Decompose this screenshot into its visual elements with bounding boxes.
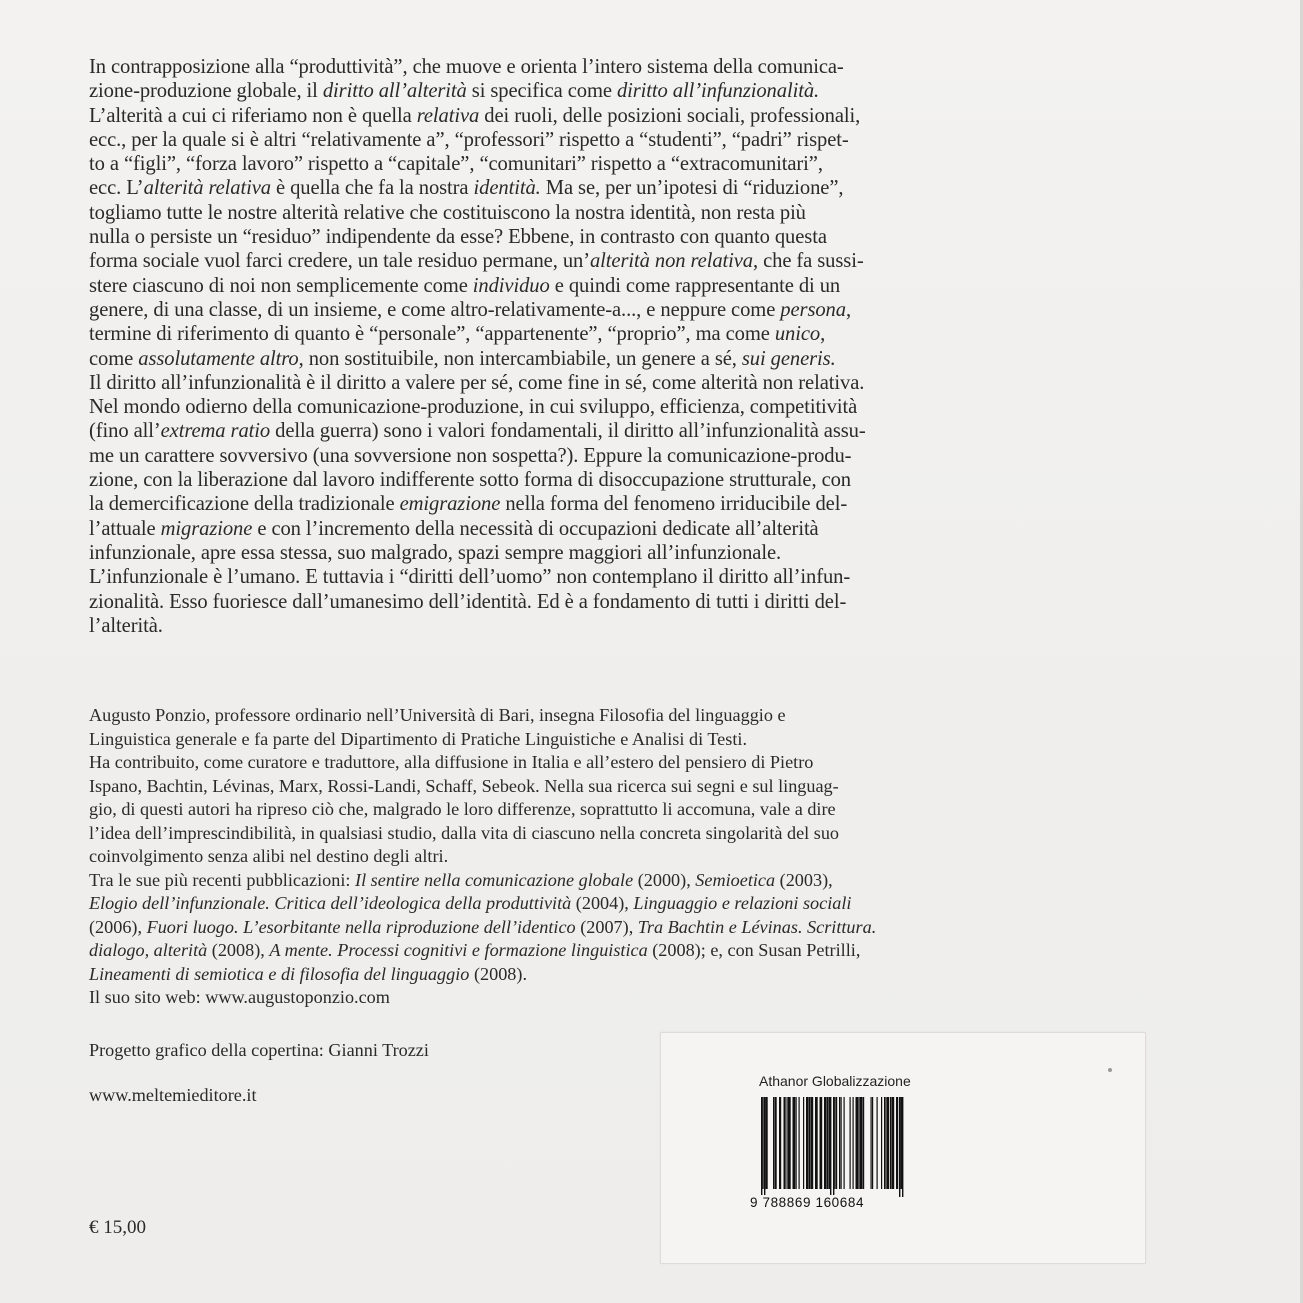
main_text-line: la demercificazione della tradizionale emigrazione nella forma del fenomeno irriducibile del- bbox=[89, 493, 848, 516]
cover-design-credit: Progetto grafico della copertina: Gianni Trozzi bbox=[89, 1040, 429, 1060]
publisher-website: www.meltemieditore.it bbox=[89, 1085, 257, 1105]
barcode-bar bbox=[826, 1097, 827, 1189]
barcode-bar bbox=[862, 1097, 863, 1189]
italic-text: emigrazione bbox=[399, 493, 501, 516]
barcode-bar bbox=[796, 1097, 797, 1189]
series-label: Athanor Globalizzazione bbox=[759, 1073, 911, 1089]
barcode-bar bbox=[833, 1097, 834, 1197]
barcode-bar bbox=[779, 1097, 781, 1189]
barcode-bar bbox=[853, 1097, 854, 1189]
barcode-bar bbox=[803, 1097, 804, 1189]
italic-text: identità. bbox=[473, 177, 541, 200]
bio_text-line: l’idea dell’imprescindibilità, in qualsiasi studio, dalla vita di ciascuno nella concreta singolarità del suo bbox=[89, 822, 840, 843]
italic-text: migrazione bbox=[160, 517, 253, 540]
barcode-bar bbox=[809, 1097, 810, 1189]
barcode-bar bbox=[812, 1097, 813, 1189]
barcode-bar bbox=[775, 1097, 777, 1189]
italic-text: Tra Bachtin e Lévinas. Scrittura. bbox=[637, 916, 877, 937]
main_text-line: l’alterità. bbox=[89, 614, 163, 637]
italic-text: Lineamenti di semiotica e di filosofia del linguaggio bbox=[89, 963, 470, 984]
author-bio-block bbox=[89, 704, 1219, 1010]
isbn-number: 9 788869 160684 bbox=[750, 1195, 865, 1210]
main_text-line: forma sociale vuol farci credere, un tale residuo permane, un’alterità non relativa, che fa sussi- bbox=[89, 250, 864, 273]
italic-text: unico bbox=[774, 323, 821, 346]
barcode-bar bbox=[886, 1097, 887, 1189]
italic-text: A mente. Processi cognitivi e formazione linguistica bbox=[269, 940, 648, 960]
main_text-line: (fino all’extrema ratio della guerra) sono i valori fondamentali, il diritto all’infunzionalità assu- bbox=[89, 420, 866, 443]
italic-text: assolutamente altro bbox=[138, 347, 299, 370]
barcode-bar bbox=[790, 1097, 791, 1189]
main_text-line: l’attuale migrazione e con l’incremento della necessità di occupazioni dedicate all’alterità bbox=[89, 517, 819, 540]
main_text-line: zione-produzione globale, il diritto all’alterità si specifica come diritto all’infunzionalità. bbox=[89, 80, 820, 103]
barcode-bar bbox=[850, 1097, 851, 1189]
barcode-bar bbox=[899, 1097, 900, 1197]
italic-text: Il sentire nella comunicazione globale bbox=[355, 869, 634, 890]
italic-text: diritto all’infunzionalità. bbox=[616, 80, 820, 103]
barcode-bar bbox=[890, 1097, 891, 1189]
barcode-bar bbox=[839, 1097, 840, 1189]
barcode-bar bbox=[827, 1097, 828, 1189]
bio_text-line: Ha contribuito, come curatore e traduttore, alla diffusione in Italia e all’estero del pensiero di Pietro bbox=[89, 752, 814, 772]
main_text-line: termine di riferimento di quanto è “personale”, “appartenente”, “proprio”, ma come unico, bbox=[89, 323, 826, 346]
barcode-bar bbox=[887, 1097, 889, 1189]
bio_text-line: Lineamenti di semiotica e di filosofia del linguaggio (2008). bbox=[89, 963, 527, 984]
bio_text-line: Elogio dell’infunzionale. Critica dell’ideologica della produttività (2004), Linguaggio e relazioni sociali bbox=[89, 893, 852, 913]
barcode-sticker bbox=[660, 1032, 1146, 1264]
barcode-bar bbox=[794, 1097, 795, 1189]
main_text-line: In contrapposizione alla “produttività”, che muove e orienta l’intero sistema della comunica- bbox=[89, 56, 844, 78]
sticker-dot bbox=[1108, 1068, 1112, 1072]
main_text-line: to a “figli”, “forza lavoro” rispetto a “capitale”, “comunitari” rispetto a “extracomunitari”, bbox=[89, 153, 823, 176]
barcode-bar bbox=[844, 1097, 845, 1189]
barcode-bar bbox=[773, 1097, 774, 1189]
italic-text: persona bbox=[780, 298, 846, 321]
barcode-bar bbox=[787, 1097, 788, 1189]
main_text-line: zionalità. Esso fuoriesce dall’umanesimo dell’identità. Ed è a fondamento di tutti i diritti del- bbox=[89, 590, 847, 613]
italic-text: alterità relativa bbox=[143, 177, 271, 200]
bio_text-line: Ispano, Bachtin, Lévinas, Marx, Rossi-Landi, Schaff, Sebeok. Nella sua ricerca sui segni e sul linguag- bbox=[89, 775, 839, 796]
main_text-line: L’alterità a cui ci riferiamo non è quella relativa dei ruoli, delle posizioni sociali, professionali, bbox=[89, 104, 861, 127]
barcode-bar bbox=[784, 1097, 786, 1189]
main_text-line: genere, di una classe, di un insieme, e come altro-relativamente-a..., e neppure come persona, bbox=[89, 298, 852, 321]
barcode-bar bbox=[872, 1097, 873, 1189]
bio_text-line: Linguistica generale e fa parte del Dipartimento di Pratiche Linguistiche e Analisi di Testi. bbox=[89, 728, 747, 749]
main_text-line: infunzionale, apre essa stessa, suo malgrado, spazi sempre maggiori all’infunzionale. bbox=[89, 541, 782, 564]
barcode-bar bbox=[821, 1097, 822, 1189]
barcode-bar bbox=[896, 1097, 898, 1189]
italic-text: alterità non relativa bbox=[589, 250, 753, 273]
bio_text-line: coinvolgimento senza alibi nel destino degli altri. bbox=[89, 846, 449, 866]
barcode-bar bbox=[877, 1097, 878, 1189]
barcode-bar bbox=[817, 1097, 818, 1189]
barcode-bar bbox=[763, 1097, 764, 1189]
bio_text-line: Tra le sue più recenti pubblicazioni: Il sentire nella comunicazione globale (2000), Semioetica (2003), bbox=[89, 869, 833, 890]
italic-text: individuo bbox=[472, 274, 550, 297]
main_text-line: me un carattere sovversivo (una sovversione non sospetta?). Eppure la comunicazione-produ- bbox=[89, 444, 852, 467]
barcode-bar bbox=[808, 1097, 809, 1189]
main_text-line: come assolutamente altro, non sostituibile, non intercambiabile, un genere a sé, sui generis. bbox=[89, 347, 836, 370]
barcode-bar bbox=[884, 1097, 885, 1189]
italic-text: diritto all’alterità bbox=[322, 80, 467, 103]
italic-text: Elogio dell’infunzionale. Critica dell’ideologica della produttività bbox=[89, 893, 572, 913]
barcode-bar bbox=[859, 1097, 860, 1189]
italic-text: Fuori luogo. L’esorbitante nella riproduzione dell’identico bbox=[146, 916, 576, 937]
barcode-bar bbox=[881, 1097, 882, 1189]
barcode-bar bbox=[799, 1097, 800, 1189]
italic-text: Linguaggio e relazioni sociali bbox=[633, 893, 852, 913]
barcode-bar bbox=[902, 1097, 903, 1197]
italic-text: relativa bbox=[416, 104, 480, 127]
italic-text: dialogo, alterità bbox=[89, 940, 208, 960]
barcode-bar bbox=[871, 1097, 872, 1189]
barcode-bar bbox=[893, 1097, 894, 1189]
barcode-bar bbox=[764, 1097, 765, 1197]
barcode-bar bbox=[835, 1097, 836, 1189]
main-text-block bbox=[89, 55, 1219, 638]
bio_text-line: dialogo, alterità (2008), A mente. Processi cognitivi e formazione linguistica (2008); e, con Susan Petrilli, bbox=[89, 940, 861, 960]
main_text-line: ecc. L’alterità relativa è quella che fa la nostra identità. Ma se, per un’ipotesi di “riduzione”, bbox=[89, 177, 844, 200]
barcode-bar bbox=[841, 1097, 842, 1189]
main_text-line: L’infunzionale è l’umano. E tuttavia i “diritti dell’uomo” non contemplano il diritto all’infun- bbox=[89, 566, 851, 589]
bio_text-line: Augusto Ponzio, professore ordinario nell’Università di Bari, insegna Filosofia del linguaggio e bbox=[89, 705, 786, 725]
barcode-bar bbox=[766, 1097, 768, 1189]
main_text-line: Il diritto all’infunzionalità è il diritto a valere per sé, come fine in sé, come alterità non relativa. bbox=[89, 371, 865, 394]
main_text-line: Nel mondo odierno della comunicazione-produzione, in cui sviluppo, efficienza, competitività bbox=[89, 396, 858, 419]
italic-text: Semioetica bbox=[695, 869, 776, 890]
barcode-bar bbox=[836, 1097, 837, 1189]
italic-text: sui generis. bbox=[741, 347, 836, 370]
italic-text: extrema ratio bbox=[160, 420, 271, 443]
barcode-bar bbox=[830, 1097, 831, 1197]
main_text-line: nulla o persiste un “residuo” indipendente da esse? Ebbene, in contrasto con quanto questa bbox=[89, 226, 827, 249]
main_text-line: ecc., per la quale si è altri “relativamente a”, “professori” rispetto a “studenti”, “padri” rispet- bbox=[89, 128, 849, 151]
main_text-line: stere ciascuno di noi non semplicemente come individuo e quindi come rappresentante di un bbox=[89, 274, 841, 297]
main_text-line: togliamo tutte le nostre alterità relative che costituiscono la nostra identità, non resta più bbox=[89, 201, 806, 224]
barcode-bar bbox=[863, 1097, 864, 1189]
price-label: € 15,00 bbox=[89, 1217, 146, 1238]
main_text-line: zione, con la liberazione dal lavoro indifferente sotto forma di disoccupazione strutturale, con bbox=[89, 469, 852, 492]
barcode-bar bbox=[761, 1097, 762, 1197]
bio_text-line: Il suo sito web: www.augustoponzio.com bbox=[89, 987, 390, 1007]
bio_text-line: gio, di questi autori ha ripreso ciò che, malgrado le loro differenze, soprattutto li accomuna, vale a dire bbox=[89, 799, 836, 819]
bio_text-line: (2006), Fuori luogo. L’esorbitante nella riproduzione dell’identico (2007), Tra Bachtin e Lévinas. Scrittura. bbox=[89, 916, 877, 937]
barcode-bar bbox=[857, 1097, 858, 1189]
